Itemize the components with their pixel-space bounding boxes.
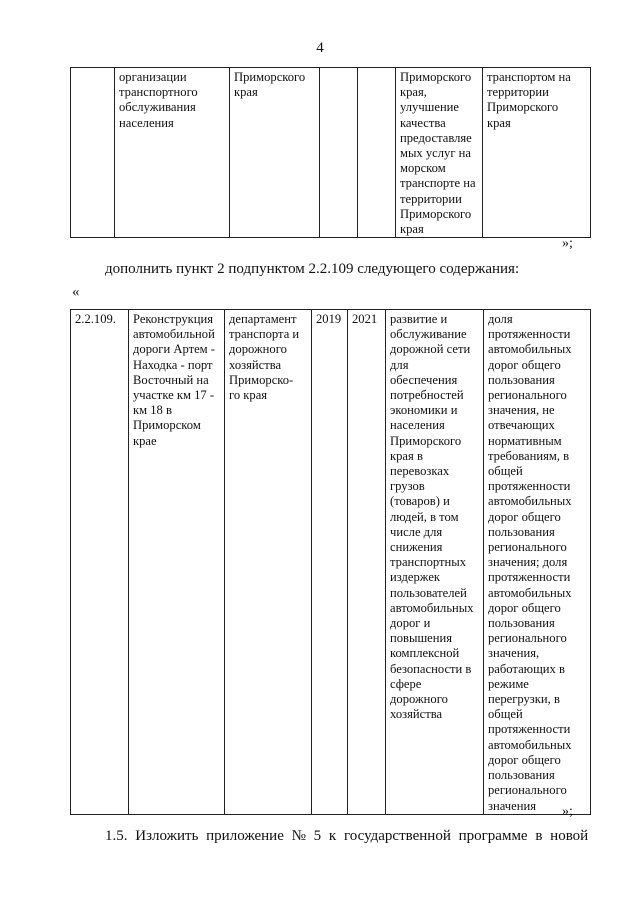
cell-indicator: доля протяженности автомобильных дорог общего пользования регионального значения, не отвечающих нормативным требованиям, в общей протяженности автомобильных дорог общего пользования регионального значения; доля протяженности автомобильных дорог общего пользования регионального значения, работающих в режиме перегрузки, в общей протяженности автомобильных дорог общего пользования регионального значения [484, 310, 591, 815]
cell-executor: департамент транспорта и дорожного хозяйства Приморско- го края [225, 310, 312, 815]
amendment-sentence: дополнить пункт 2 подпунктом 2.2.109 следующего содержания: [105, 261, 520, 277]
cell-number [71, 68, 115, 238]
cell-end-year: 2021 [348, 310, 386, 815]
table-new-subitem [70, 309, 591, 815]
cell-start-year [320, 68, 358, 238]
cell-start-year: 2019 [312, 310, 348, 815]
item-1-5-text: 1.5. Изложить приложение № 5 к государственной программе в новой [105, 828, 589, 844]
cell-indicator: транспортом на территории Приморского края [483, 68, 591, 238]
cell-event-name: Реконструкция автомобильной дороги Артем - Находка - порт Восточный на участке км 17 - км 18 в Приморском крае [129, 310, 225, 815]
table-row [71, 310, 591, 815]
table-row [71, 68, 591, 238]
table-continued [70, 67, 591, 238]
cell-event-name: организации транспортного обслуживания населения [115, 68, 230, 238]
cell-expected-result: Приморского края, улучшение качества предоставляе мых услуг на морском транспорте на территории Приморского края [396, 68, 483, 238]
cell-number: 2.2.109. [71, 310, 129, 815]
closing-quote: »; [562, 804, 573, 819]
closing-quote: »; [562, 236, 573, 251]
page-number: 4 [316, 40, 324, 56]
cell-executor: Приморского края [230, 68, 320, 238]
cell-expected-result: развитие и обслуживание дорожной сети для обеспечения потребностей экономики и населения Приморского края в перевозках грузов (товаров) и людей, в том числе для снижения транспортных издержек пользователей автомобильных дорог и повышения комплексной безопасности в сфере дорожного хозяйства [386, 310, 484, 815]
opening-quote: « [72, 284, 80, 300]
cell-end-year [358, 68, 396, 238]
